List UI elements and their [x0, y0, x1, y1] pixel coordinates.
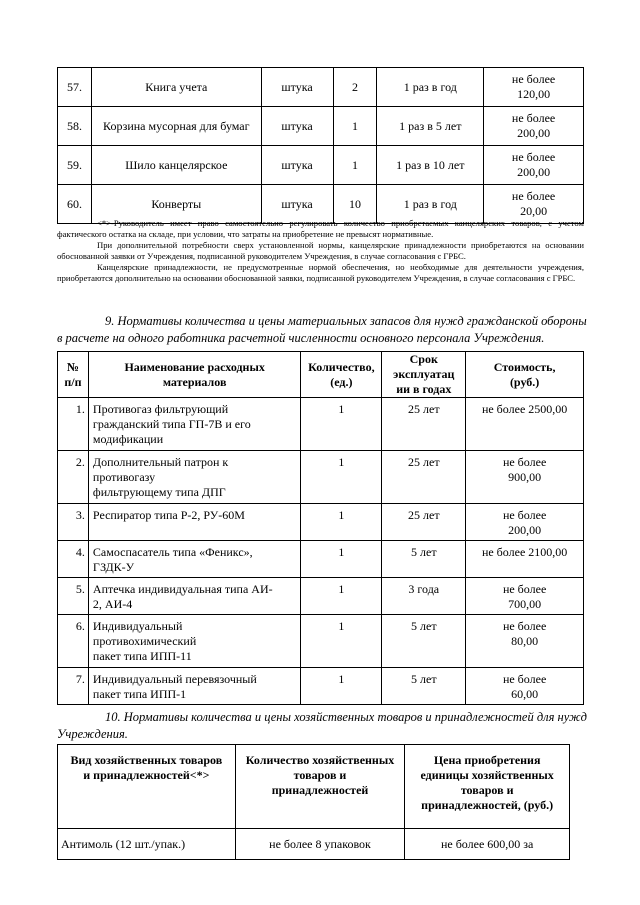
name-line: Самоспасатель типа «Феникс», [92, 545, 253, 559]
cost-line: не более [502, 619, 547, 633]
table-header-row [58, 352, 584, 398]
name-line: противохимический [92, 634, 197, 648]
header-line: Вид хозяйственных товаров [70, 753, 223, 767]
material-name [88, 578, 300, 615]
header-line: товаров и [460, 783, 514, 797]
name-line: фильтрующему типа ДПГ [92, 485, 226, 499]
header-line: п/п [64, 374, 82, 389]
header-goods-price [405, 745, 570, 829]
material-quantity: 1 [301, 578, 382, 615]
item-quantity: 2 [333, 68, 377, 107]
name-line: 2, АИ-4 [92, 597, 133, 611]
header-term [382, 352, 466, 398]
material-term: 3 года [382, 578, 466, 615]
item-frequency: 1 раз в год [377, 185, 484, 224]
material-cost [466, 668, 584, 705]
name-line: пакет типа ИПП-1 [92, 687, 187, 701]
footnotes [57, 218, 584, 284]
name-line: противогазу [92, 470, 156, 484]
material-quantity: 1 [301, 541, 382, 578]
table-row [58, 541, 584, 578]
material-name [88, 398, 300, 451]
name-line: Индивидуальный [92, 619, 183, 633]
price-line: не более [511, 111, 556, 125]
material-cost [466, 451, 584, 504]
material-name [88, 541, 300, 578]
cost-line: 60,00 [511, 687, 539, 701]
item-frequency: 1 раз в 10 лет [377, 146, 484, 185]
item-unit: штука [261, 68, 333, 107]
table-row [58, 146, 584, 185]
cost-line: 700,00 [508, 597, 542, 611]
material-cost [466, 504, 584, 541]
cost-line: не более [502, 455, 547, 469]
material-quantity: 1 [301, 668, 382, 705]
table-row [58, 451, 584, 504]
name-line: ГЗДК-У [92, 560, 135, 574]
row-number: 5. [58, 578, 89, 615]
footnote-1: <*>-Руководитель имеет право самостоятельно регулировать количество приобретаемых канцелярских товаров, с учетом фактического остатка на складе, при условии, что затраты на приобретение не превысят нормативные. [57, 218, 584, 239]
header-line: (ед.) [330, 374, 353, 389]
price-line: не более [511, 189, 556, 203]
material-cost [466, 398, 584, 451]
name-line: Противогаз фильтрующий [92, 402, 229, 416]
header-line: принадлежностей, (руб.) [421, 798, 554, 812]
goods-quantity: не более 8 упаковок [235, 829, 405, 860]
item-unit: штука [261, 107, 333, 146]
section-9-heading-line2: в расчете на одного работника расчетной численности основного персонала Учреждения. [57, 331, 545, 345]
material-cost [466, 615, 584, 668]
item-price [484, 107, 584, 146]
material-quantity: 1 [301, 504, 382, 541]
material-name [88, 668, 300, 705]
header-line: Стоимость, [493, 359, 556, 374]
header-line: Срок [409, 352, 438, 366]
material-name [88, 504, 300, 541]
row-number: 3. [58, 504, 89, 541]
footnote-2: При дополнительной потребности сверх установленной нормы, канцелярские принадлежности приобретаются на основании обоснованной заявки от Учреждения, подписанной руководителем Учреждения, в случае согласования с ГРБС. [57, 240, 584, 261]
price-line: 20,00 [520, 204, 548, 218]
item-name: Книга учета [91, 68, 261, 107]
header-line: ии в годах [396, 382, 452, 396]
table-row [58, 578, 584, 615]
row-number: 1. [58, 398, 89, 451]
row-number: 59. [58, 146, 92, 185]
item-price [484, 68, 584, 107]
price-line: 200,00 [517, 126, 551, 140]
material-term: 5 лет [382, 668, 466, 705]
header-line: Количество, [308, 359, 375, 374]
goods-price: не более 600,00 за [405, 829, 570, 860]
row-number: 7. [58, 668, 89, 705]
material-cost [466, 541, 584, 578]
material-term: 25 лет [382, 398, 466, 451]
item-price [484, 146, 584, 185]
row-number: 2. [58, 451, 89, 504]
item-name: Шило канцелярское [91, 146, 261, 185]
cost-line: 80,00 [511, 634, 539, 648]
household-goods-table [57, 744, 570, 860]
civil-defense-table [57, 351, 584, 705]
row-number: 60. [58, 185, 92, 224]
name-line: Аптечка индивидуальная типа АИ- [92, 582, 273, 596]
material-name [88, 615, 300, 668]
goods-name: Антимоль (12 шт./упак.) [58, 829, 236, 860]
row-number: 58. [58, 107, 92, 146]
material-quantity: 1 [301, 615, 382, 668]
header-line: № [66, 359, 79, 374]
header-line: эксплуатац [393, 367, 455, 381]
header-line: Цена приобретения [433, 753, 541, 767]
header-line: Количество хозяйственных [245, 753, 395, 767]
table-row [58, 398, 584, 451]
table-row [58, 504, 584, 541]
cost-line: не более 2100,00 [481, 545, 568, 559]
cost-line: не более 2500,00 [481, 402, 568, 416]
material-quantity: 1 [301, 451, 382, 504]
table-row [58, 615, 584, 668]
row-number: 4. [58, 541, 89, 578]
price-line: не более [511, 150, 556, 164]
table-row [58, 107, 584, 146]
item-quantity: 10 [333, 185, 377, 224]
item-quantity: 1 [333, 146, 377, 185]
cost-line: 200,00 [508, 523, 542, 537]
section-10-heading-line2: Учреждения. [57, 727, 128, 741]
name-line: Дополнительный патрон к [92, 455, 229, 469]
stationery-table [57, 67, 584, 224]
material-term: 5 лет [382, 615, 466, 668]
header-goods-qty [235, 745, 405, 829]
price-line: не более [511, 72, 556, 86]
header-num [58, 352, 89, 398]
item-frequency: 1 раз в 5 лет [377, 107, 484, 146]
header-line: и принадлежностей<*> [83, 768, 210, 782]
item-quantity: 1 [333, 107, 377, 146]
section-9-heading-line1: 9. Нормативы количества и цены материальных запасов для нужд гражданской обороны [105, 314, 587, 328]
item-name: Конверты [91, 185, 261, 224]
header-cost [466, 352, 584, 398]
row-number: 6. [58, 615, 89, 668]
material-quantity: 1 [301, 398, 382, 451]
item-unit: штука [261, 146, 333, 185]
header-goods-type [58, 745, 236, 829]
table-header-row [58, 745, 570, 829]
header-line: материалов [162, 374, 227, 389]
name-line: пакет типа ИПП-11 [92, 649, 192, 663]
header-line: товаров и [293, 768, 347, 782]
header-name [88, 352, 300, 398]
material-cost [466, 578, 584, 615]
header-line: принадлежностей [271, 783, 369, 797]
table-row [58, 829, 570, 860]
table-row [58, 668, 584, 705]
row-number: 57. [58, 68, 92, 107]
footnote-3: Канцелярские принадлежности, не предусмотренные нормой обеспечения, но необходимые для деятельности учреждения, приобретаются дополнительно на основании обоснованной заявки, подписанной руководителем Учреждения, в случае согласования с ГРБС. [57, 262, 584, 283]
header-line: (руб.) [509, 374, 540, 389]
name-line: Индивидуальный перевязочный [92, 672, 257, 686]
price-line: 120,00 [517, 87, 551, 101]
section-10-heading-line1: 10. Нормативы количества и цены хозяйственных товаров и принадлежностей для нужд [105, 710, 587, 724]
item-unit: штука [261, 185, 333, 224]
material-term: 25 лет [382, 504, 466, 541]
material-term: 25 лет [382, 451, 466, 504]
item-name: Корзина мусорная для бумаг [91, 107, 261, 146]
price-line: 200,00 [517, 165, 551, 179]
header-line: Наименование расходных [124, 359, 265, 374]
item-frequency: 1 раз в год [377, 68, 484, 107]
cost-line: не более [502, 508, 547, 522]
cost-line: 900,00 [508, 470, 542, 484]
name-line: Респиратор типа Р-2, РУ-60М [92, 508, 245, 522]
name-line: модификации [92, 432, 164, 446]
material-term: 5 лет [382, 541, 466, 578]
material-name [88, 451, 300, 504]
table-row [58, 68, 584, 107]
cost-line: не более [502, 672, 547, 686]
header-line: единицы хозяйственных [420, 768, 554, 782]
header-qty [301, 352, 382, 398]
name-line: гражданский типа ГП-7В и его [92, 417, 251, 431]
cost-line: не более [502, 582, 547, 596]
